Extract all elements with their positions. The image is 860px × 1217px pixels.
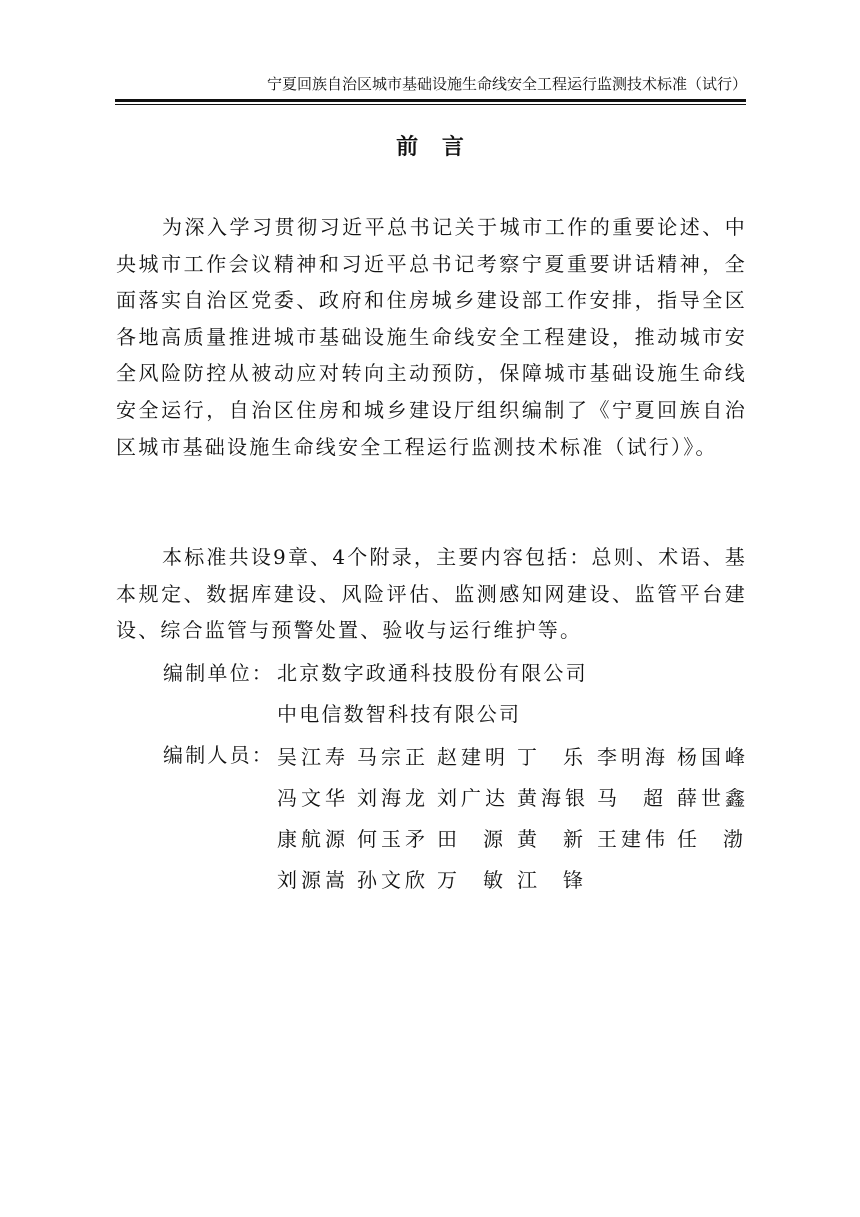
compiler-name: 吴 江 寿 [277, 745, 345, 769]
header-rule-thin [115, 104, 746, 105]
compiler-name: 薛 世 鑫 [677, 786, 745, 810]
compiler-name: 马 超 [597, 786, 663, 810]
compiler-name: 康 航 源 [277, 827, 345, 851]
compiler-name: 刘 广 达 [437, 786, 505, 810]
compilers-label: 编制人员： [163, 743, 274, 767]
compiler-name: 赵 建 明 [437, 745, 505, 769]
compiler-name: 马 宗 正 [357, 745, 425, 769]
compiler-name: 任 渤 [677, 827, 743, 851]
compiler-name: 万 敏 [437, 868, 503, 892]
compilers-list [277, 737, 757, 901]
compiler-name: 田 源 [437, 827, 503, 851]
compiler-name: 江 锋 [517, 868, 583, 892]
compiler-name: 李 明 海 [597, 745, 665, 769]
compiling-units-label: 编制单位： [163, 661, 274, 685]
compiler-name: 丁 乐 [517, 745, 583, 769]
page-title: 前 言 [396, 135, 472, 160]
paragraph-2: 本标准共设9章、4个附录，主要内容包括：总则、术语、基本规定、数据库建设、风险评估、监测感知网建设、监管平台建设、综合监管与预警处置、验收与运行维护等。 [116, 545, 747, 643]
compiling-unit-2: 中电信数智科技有限公司 [277, 702, 522, 726]
compiling-unit-1: 北京数字政通科技股份有限公司 [277, 661, 588, 685]
compiler-name: 黄 海 银 [517, 786, 585, 810]
compiler-name: 何 玉 矛 [357, 827, 425, 851]
compiler-name: 刘 源 嵩 [277, 868, 345, 892]
compiler-name: 杨 国 峰 [677, 745, 745, 769]
header-rule-thick [115, 99, 746, 102]
compiler-name: 冯 文 华 [277, 786, 345, 810]
compiler-name: 王 建 伟 [597, 827, 665, 851]
paragraph-1: 为深入学习贯彻习近平总书记关于城市工作的重要论述、中央城市工作会议精神和习近平总书记考察宁夏重要讲话精神，全面落实自治区党委、政府和住房城乡建设部工作安排，指导全区各地高质量推进城市基础设施生命线安全工程建设，推动城市安全风险防控从被动应对转向主动预防，保障城市基础设施生命线安全运行，自治区住房和城乡建设厅组织编制了《宁夏回族自治区城市基础设施生命线安全工程运行监测技术标准（试行）》。 [116, 215, 747, 459]
compiler-name: 黄 新 [517, 827, 583, 851]
running-header: 宁夏回族自治区城市基础设施生命线安全工程运行监测技术标准（试行） [266, 75, 747, 93]
compiler-name: 孙 文 欣 [357, 868, 425, 892]
compiler-name: 刘 海 龙 [357, 786, 425, 810]
